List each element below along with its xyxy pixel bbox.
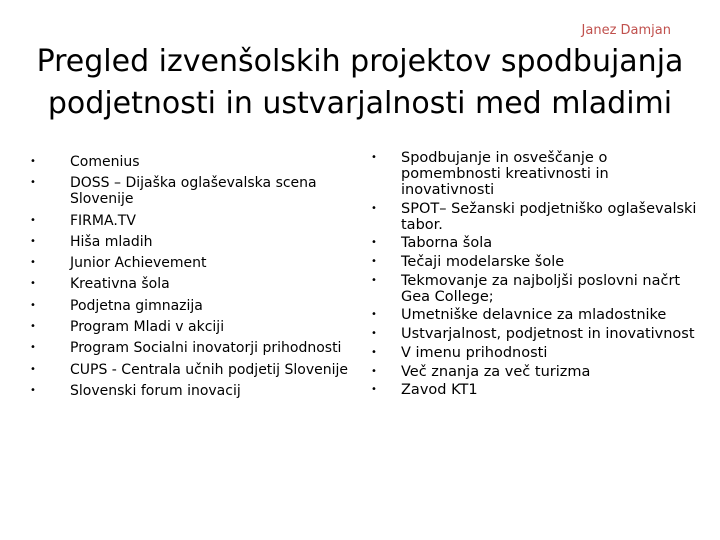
list-item-text: Comenius [70,154,140,170]
list-item-text: Taborna šola [401,235,493,252]
bullet-icon: • [30,257,36,269]
list-item-text: Umetniške delavnice za mladostnike [401,307,667,324]
list-item [26,234,356,250]
list-item [26,362,356,378]
list-item-text: V imenu prihodnosti [401,344,548,361]
list-item [366,364,706,380]
list-item-text: SPOT– Sežanski podjetniško oglaševalski tabor. [401,200,697,233]
list-item [366,273,706,305]
bullet-icon: • [371,328,377,340]
list-item-text: CUPS - Centrala učnih podjetij Slovenije [70,361,349,378]
bullet-icon: • [371,152,377,163]
right-project-list [366,150,706,401]
list-item [366,382,706,398]
list-item [366,345,706,361]
left-project-list [26,154,356,404]
list-item-text: Podjetna gimnazija [70,297,203,314]
bullet-icon: • [371,237,377,249]
list-item [366,150,706,198]
bullet-icon: • [30,235,36,247]
bullet-icon: • [30,299,36,311]
author-name: Janez Damjan [581,23,671,38]
list-item [26,213,356,229]
list-item-text: Ustvarjalnost, podjetnost in inovativnost [401,326,695,343]
bullet-icon: • [371,274,377,286]
list-item-text: Program Mladi v akciji [70,319,225,336]
list-item-text: Hiša mladih [70,233,153,250]
bullet-icon: • [371,309,377,321]
list-item [366,201,706,233]
list-item [366,307,706,323]
bullet-icon: • [371,346,377,358]
list-item-text: Več znanja za več turizma [401,363,591,380]
list-item [26,340,356,356]
list-item-text: Kreativna šola [70,276,170,293]
bullet-icon: • [30,156,36,167]
list-item [26,154,356,170]
list-item-text: Spodbujanje in osveščanje o pomembnosti kreativnosti in inovativnosti [401,150,609,198]
bullet-icon: • [371,384,377,396]
bullet-icon: • [371,202,377,214]
list-item [366,326,706,342]
list-item-text: Junior Achievement [70,255,207,272]
list-item-text: Program Socialni inovatorji prihodnosti [70,340,342,357]
bullet-icon: • [371,365,377,377]
list-item-text: Zavod KT1 [401,382,478,399]
bullet-icon: • [30,278,36,290]
list-item-text: Tečaji modelarske šole [401,254,565,271]
bullet-icon: • [30,321,36,333]
list-item [26,276,356,292]
slide-title: Pregled izvenšolskih projektov spodbujanja podjetnosti in ustvarjalnosti med mladimi [36,44,684,121]
list-item [366,235,706,251]
list-item-text: DOSS – Dijaška oglaševalska scena Slovenije [70,175,317,208]
bullet-icon: • [30,342,36,354]
list-item-text: Tekmovanje za najboljši poslovni načrt Gea College; [401,272,681,305]
bullet-icon: • [30,384,36,396]
list-item [26,298,356,314]
list-item [26,319,356,335]
list-item [366,254,706,270]
list-item [26,383,356,399]
list-item [26,175,356,207]
bullet-icon: • [371,256,377,268]
list-item-text: FIRMA.TV [70,212,136,229]
bullet-icon: • [30,214,36,226]
bullet-icon: • [30,363,36,375]
list-item-text: Slovenski forum inovacij [70,382,241,399]
bullet-icon: • [30,177,36,189]
list-item [26,255,356,271]
